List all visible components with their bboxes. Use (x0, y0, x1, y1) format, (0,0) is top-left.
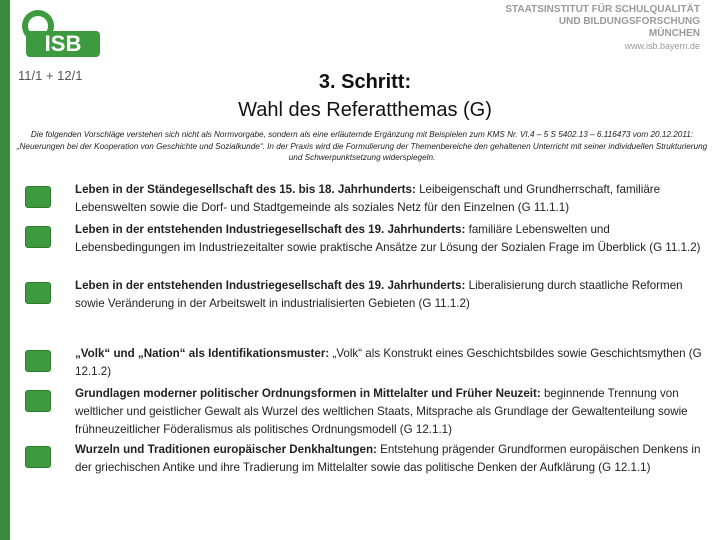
topic-title: Leben in der Ständegesellschaft des 15. bis 18. Jahrhunderts: (75, 183, 416, 196)
topic-checkbox[interactable] (25, 282, 51, 304)
logo-text: ISB (44, 31, 82, 56)
list-item (75, 277, 705, 313)
topic-checkbox[interactable] (25, 446, 51, 468)
topic-text: Entstehung prägender Grundformen europäischen Denkens in der griechischen Antike und ihre Tradierung im Mittelalter sowie das politische Denken der Aufklärung (G 12.1.1) (75, 443, 701, 474)
topic-text: beginnende Trennung von weltlicher und geistlicher Gewalt als Wurzel des weltlichen Staats, Mitsprache als Grundlage der Gewaltenteilung sowie frühneuzeitlicher Föderalismus als politisches Ordnungsmodell (G 12.1.1) (75, 387, 688, 436)
topic-title: Leben in der entstehenden Industriegesellschaft des 19. Jahrhunderts: (75, 279, 466, 292)
list-item (75, 345, 705, 381)
topic-text: Leibeigenschaft und Grundherrschaft, familiäre Lebenswelten sowie die Dorf- und Stadtgemeinde als soziales Netz für den Einzelnen (G 11.1.1) (75, 183, 661, 214)
course-label: 11/1 + 12/1 (18, 68, 83, 83)
institute-line-2: UND BILDUNGSFORSCHUNG (558, 16, 700, 27)
intro-note: Die folgenden Vorschläge verstehen sich nicht als Normvorgabe, sondern als eine erläuternde Ergänzung mit Beispielen zum KMS Nr. VI.4 – 5 S 5402.13 – 6.116473 vom 20.12.2011: „Neuerungen bei der Kooperation von Geschichte und Sozialkunde“. In der Praxis wird die Formulierung der Themenbereiche den gehaltenen Unterricht mit seiner individuellen Strukturierung und Schwerpunktsetzung widerspiegeln. (16, 130, 708, 162)
topic-text: familiäre Lebenswelten und Lebensbedingungen im Industriezeitalter sowie praktische Ansätze zur Lösung der Sozialen Frage im Überblick (G 11.1.2) (75, 223, 701, 254)
topic-checkbox[interactable] (25, 226, 51, 248)
topic-title: Leben in der entstehenden Industriegesellschaft des 19. Jahrhunderts: (75, 223, 466, 236)
title-step: 3. Schritt: (318, 71, 412, 93)
isb-logo (18, 4, 104, 60)
list-item (75, 385, 705, 439)
topic-checkbox[interactable] (25, 350, 51, 372)
topic-title: Wurzeln und Traditionen europäischer Denkhaltungen: (75, 443, 377, 456)
topic-text: Liberalisierung durch staatliche Reformen sowie Veränderung in der Arbeitswelt in industrialisierten Gebieten (G 11.1.2) (75, 279, 683, 310)
institute-name (505, 4, 700, 52)
institute-line-1: STAATSINSTITUT FÜR SCHULQUALITÄT (505, 4, 700, 15)
topic-title: „Volk“ und „Nation“ als Identifikationsmuster: (75, 347, 330, 360)
topic-text: „Volk“ als Konstrukt eines Geschichtsbildes sowie Geschichtsmythen (G 12.1.2) (75, 347, 702, 378)
topic-checkbox[interactable] (25, 390, 51, 412)
topic-checkbox[interactable] (25, 186, 51, 208)
institute-website: www.isb.bayern.de (624, 41, 700, 51)
title-subtitle: Wahl des Referatthemas (G) (238, 99, 492, 121)
institute-line-3: MÜNCHEN (648, 28, 700, 39)
left-accent-bar (0, 0, 10, 540)
list-item (75, 221, 705, 257)
topic-title: Grundlagen moderner politischer Ordnungsformen in Mittelalter und Früher Neuzeit: (75, 387, 541, 400)
list-item (75, 181, 705, 217)
page-title (200, 68, 530, 124)
list-item (75, 441, 705, 477)
